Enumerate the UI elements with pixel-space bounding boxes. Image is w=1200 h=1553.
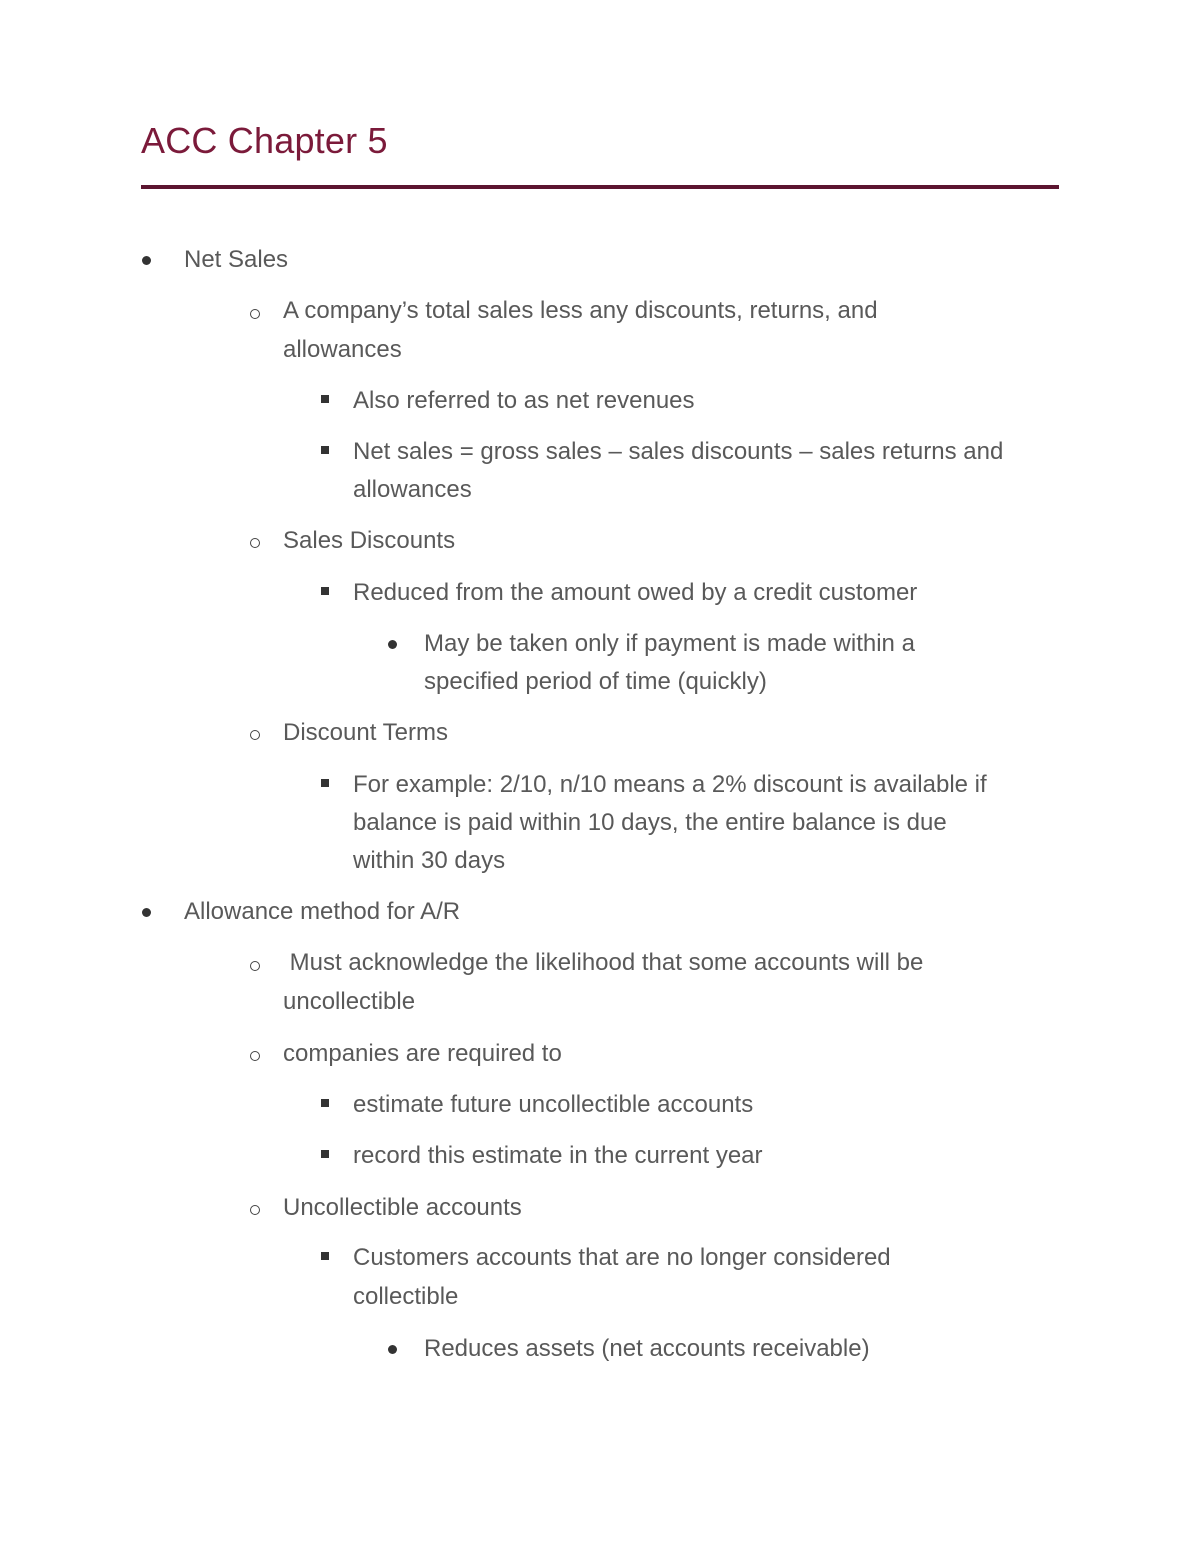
uncollectible-detail-line2: collectible: [353, 1283, 459, 1310]
net-sales-definition-line1: A company’s total sales less any discounts, returns, and: [283, 297, 878, 324]
outline-item-uncollectible-accounts: Uncollectible accounts: [283, 1194, 522, 1221]
bullet-disc-icon: [388, 1345, 397, 1354]
outline-item-net-sales: Net Sales: [184, 246, 289, 273]
bullet-disc-icon: [142, 908, 151, 917]
required-step-record: record this estimate in the current year: [353, 1142, 763, 1169]
sales-discounts-condition-line2: specified period of time (quickly): [424, 668, 767, 695]
required-step-estimate: estimate future uncollectible accounts: [353, 1091, 754, 1118]
bullet-circle-icon: [250, 1205, 260, 1215]
net-sales-aka: Also referred to as net revenues: [353, 387, 695, 414]
allowance-acknowledge-line1: Must acknowledge the likelihood that some accounts will be: [283, 949, 924, 976]
bullet-square-icon: [321, 1099, 329, 1107]
sales-discounts-condition-line1: May be taken only if payment is made within a: [424, 630, 915, 657]
net-sales-definition-line2: allowances: [283, 336, 402, 363]
bullet-square-icon: [321, 395, 329, 403]
title-underline: [141, 185, 1059, 189]
bullet-square-icon: [321, 587, 329, 595]
net-sales-formula-line2: allowances: [353, 476, 472, 503]
outline-item-allowance-method: Allowance method for A/R: [184, 898, 461, 925]
discount-terms-example-line1: For example: 2/10, n/10 means a 2% discount is available if: [353, 771, 987, 798]
bullet-square-icon: [321, 1252, 329, 1260]
bullet-circle-icon: [250, 1051, 260, 1061]
outline-item-sales-discounts: Sales Discounts: [283, 527, 456, 554]
outline-item-discount-terms: Discount Terms: [283, 719, 448, 746]
bullet-disc-icon: [142, 256, 151, 265]
bullet-circle-icon: [250, 961, 260, 971]
discount-terms-example-line2: balance is paid within 10 days, the entire balance is due: [353, 809, 947, 836]
uncollectible-effect: Reduces assets (net accounts receivable): [424, 1335, 870, 1362]
bullet-square-icon: [321, 779, 329, 787]
bullet-circle-icon: [250, 309, 260, 319]
document-title: ACC Chapter 5: [141, 120, 388, 161]
sales-discounts-detail: Reduced from the amount owed by a credit customer: [353, 579, 918, 606]
bullet-disc-icon: [388, 640, 397, 649]
bullet-square-icon: [321, 1150, 329, 1158]
discount-terms-example-line3: within 30 days: [353, 847, 506, 874]
bullet-circle-icon: [250, 730, 260, 740]
uncollectible-detail-line1: Customers accounts that are no longer considered: [353, 1244, 891, 1271]
net-sales-formula-line1: Net sales = gross sales – sales discounts – sales returns and: [353, 438, 1004, 465]
bullet-circle-icon: [250, 538, 260, 548]
bullet-square-icon: [321, 446, 329, 454]
allowance-acknowledge-line2: uncollectible: [283, 988, 416, 1015]
outline-item-companies-required: companies are required to: [283, 1040, 562, 1067]
